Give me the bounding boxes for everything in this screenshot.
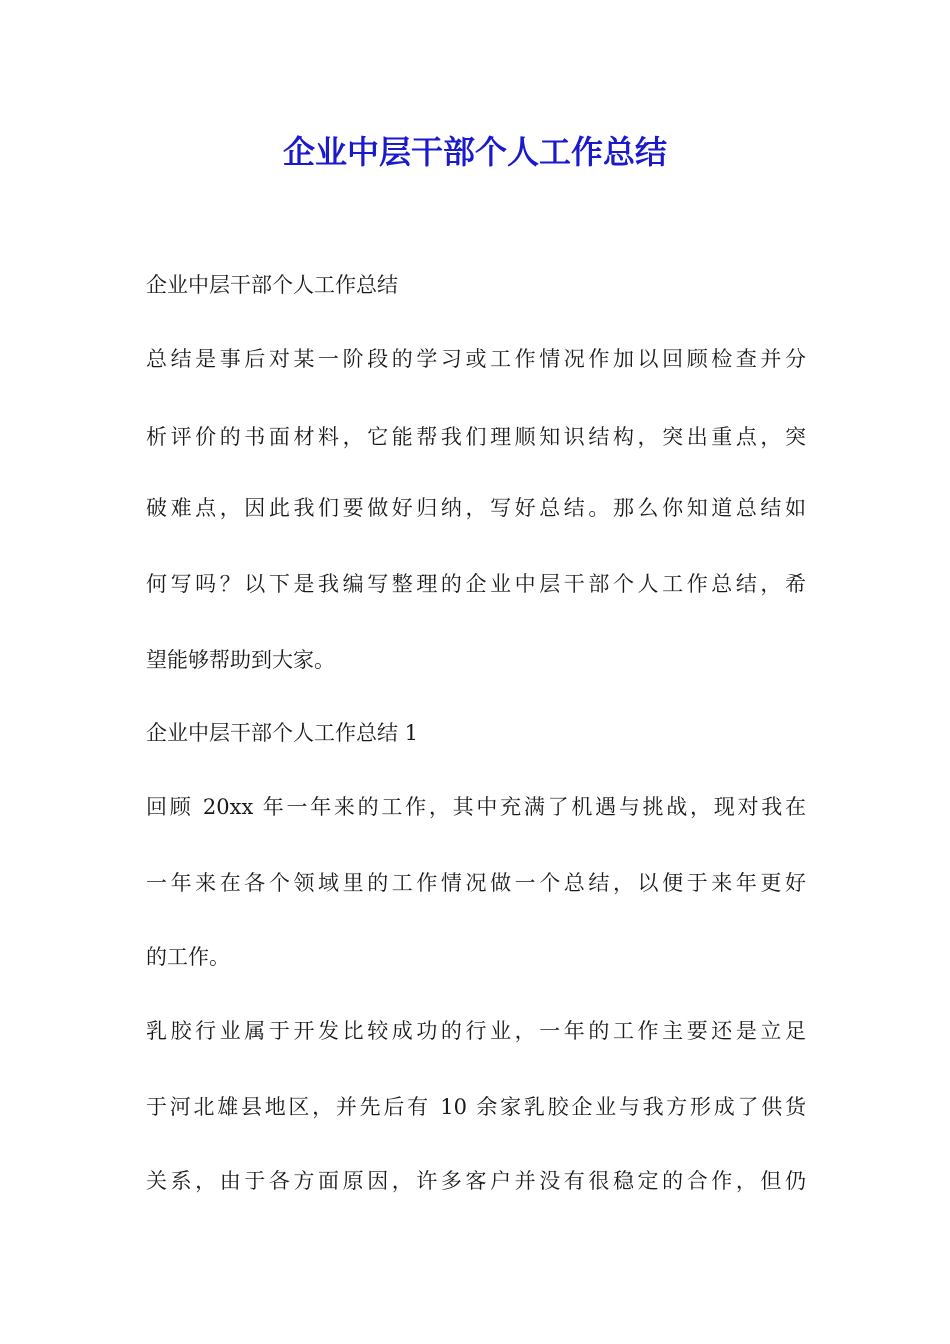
paragraph-line: 关系，由于各方面原因，许多客户并没有很稳定的合作，但仍 xyxy=(146,1169,806,1193)
paragraph-line: 望能够帮助到大家。 xyxy=(146,648,335,672)
paragraph-line: 总结是事后对某一阶段的学习或工作情况作加以回顾检查并分 xyxy=(146,347,806,371)
paragraph-line: 的工作。 xyxy=(146,945,230,969)
paragraph-line: 于河北雄县地区，并先后有 10 余家乳胶企业与我方形成了供货 xyxy=(146,1095,806,1119)
paragraph-line: 破难点，因此我们要做好归纳，写好总结。那么你知道总结如 xyxy=(146,496,806,520)
subtitle-line: 企业中层干部个人工作总结 xyxy=(146,273,398,297)
paragraph-line: 一年来在各个领域里的工作情况做一个总结，以便于来年更好 xyxy=(146,871,806,895)
paragraph-line: 回顾 20xx 年一年来的工作，其中充满了机遇与挑战，现对我在 xyxy=(146,795,806,819)
paragraph-line: 乳胶行业属于开发比较成功的行业，一年的工作主要还是立足 xyxy=(146,1019,806,1043)
paragraph-line: 何写吗？以下是我编写整理的企业中层干部个人工作总结，希 xyxy=(146,572,806,596)
paragraph-line: 析评价的书面材料，它能帮我们理顺知识结构，突出重点，突 xyxy=(146,425,806,449)
document-title: 企业中层干部个人工作总结 xyxy=(282,133,667,171)
section-heading: 企业中层干部个人工作总结 1 xyxy=(146,721,419,745)
